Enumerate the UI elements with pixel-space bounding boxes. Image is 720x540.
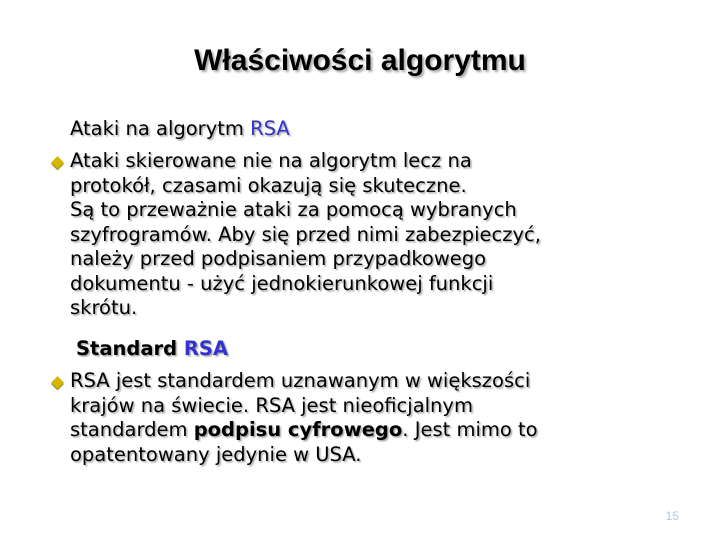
page-number: 15 [665, 509, 679, 523]
paragraph-line: RSA jest standardem uznawanym w większości [70, 369, 531, 392]
diamond-bullet-icon [51, 156, 64, 169]
bullet-paragraph-attacks [70, 149, 541, 321]
section-heading-standard [76, 337, 228, 360]
slide-title: Właściwości algorytmu [194, 44, 526, 77]
paragraph-line: szyfrogramów. Aby się przed nimi zabezpieczyć, [70, 222, 541, 246]
paragraph-line: dokumentu - użyć jednokierunkowej funkcji [70, 271, 494, 295]
section-heading-accent: RSA [183, 337, 229, 360]
paragraph-line: krajów na świecie. RSA jest nieoficjalnym [70, 393, 473, 417]
section-heading-text: Ataki na algorytm [70, 117, 251, 140]
diamond-bullet-icon [51, 376, 64, 389]
paragraph-line: Są to przeważnie ataki za pomocą wybranych [70, 198, 517, 221]
paragraph-line: protokół, czasami okazują się skuteczne. [70, 173, 467, 197]
section-heading-attacks [70, 117, 290, 140]
paragraph-line: opatentowany jedynie w USA. [70, 442, 362, 466]
section-heading-accent: RSA [250, 117, 290, 140]
paragraph-line: Ataki skierowane nie na algorytm lecz na [70, 149, 472, 172]
paragraph-line: należy przed podpisaniem przypadkowego [70, 247, 487, 270]
paragraph-line: skrótu. [70, 296, 138, 319]
bullet-paragraph-standard [70, 369, 538, 467]
bold-term-digital-signature: podpisu cyfrowego [193, 418, 403, 441]
section-heading-text: Standard [76, 337, 184, 360]
paragraph-text: . Jest mimo to [402, 418, 538, 441]
paragraph-text: standardem [70, 418, 194, 441]
paragraph-line [70, 418, 538, 443]
